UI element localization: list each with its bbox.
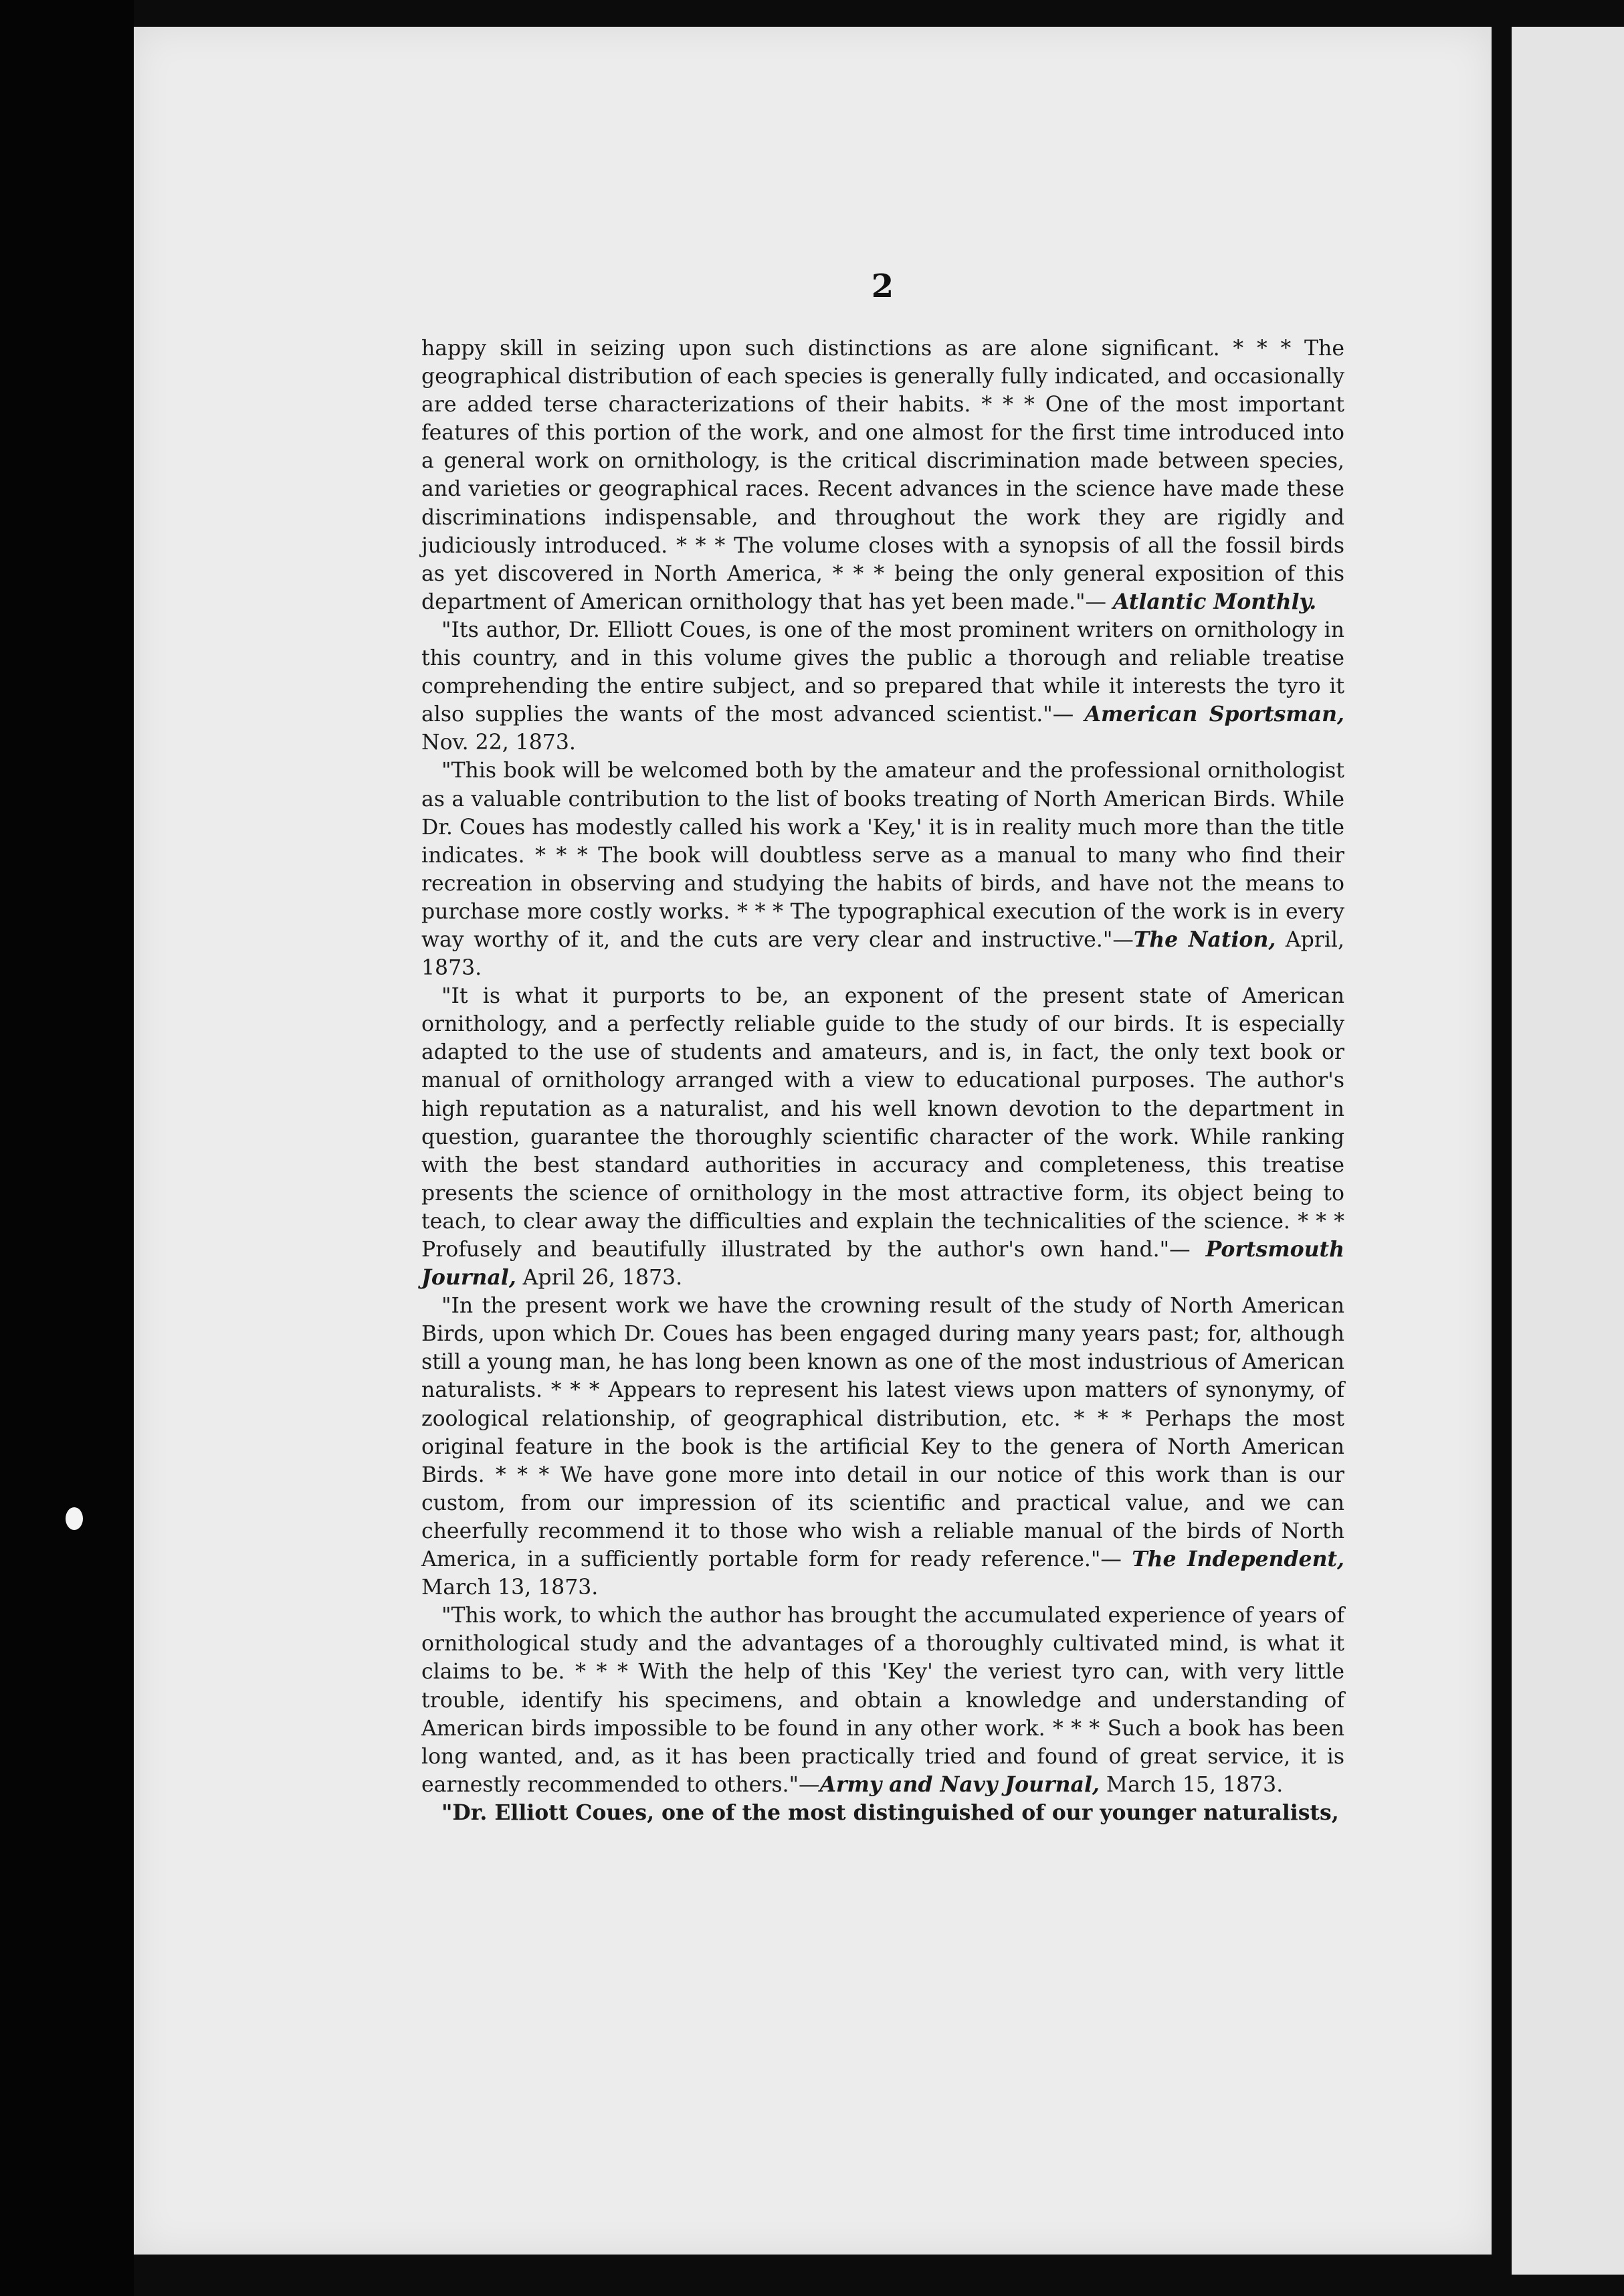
paragraph xyxy=(421,1799,1344,1827)
paragraph-text: "Dr. Elliott Coues, one of the most distinguished of our younger naturalists, xyxy=(441,1800,1339,1825)
citation-date: April, 1873. xyxy=(421,927,1345,981)
scan-left-edge xyxy=(0,0,134,2296)
adjacent-page-edge xyxy=(1512,27,1624,2275)
paragraph-text: happy skill in seizing upon such distinctions as are alone significant. * * * The geographical distribution of each species is generally fully indicated, and occasionally are added terse characterizations of their habits. * * * One of the most important features of this portion of the work, and one almost for the first time introduced into a general work on ornithology, is the critical discrimination made between species, and varieties or geographical races. Recent advances in the science have made these discriminations indispensable, and throughout the work they are rigidly and judiciously introduced. * * * The volume closes with a synopsis of all the fossil birds as yet discovered in North America, * * * being the only general exposition of this department of American ornithology that has yet been made."— xyxy=(421,337,1344,614)
paragraph-text: "In the present work we have the crowning result of the study of North American Birds, upon which Dr. Coues has been engaged during many years past; for, although still a young man, he has long been known as one of the most industrious of American naturalists. * * * Appears to represent his latest views upon matters of synonymy, of zoological relationship, of geographical distribution, etc. * * * Perhaps the most original feature in the book is the artificial Key to the genera of North American Birds. * * * We have gone more into detail in our notice of this work than is our custom, from our impression of its scientific and practical value, and we can cheerfully recommend it to those who wish a reliable manual of the birds of North America, in a sufficiently portable form for ready reference."— xyxy=(421,1294,1344,1572)
citation-source: American Sportsman, xyxy=(1084,702,1344,727)
citation-source: The Nation, xyxy=(1133,927,1276,952)
page-number: 2 xyxy=(871,268,895,305)
paragraph xyxy=(421,982,1344,1292)
citation-source: The Independent, xyxy=(1132,1547,1344,1572)
scan-speck xyxy=(66,1507,83,1530)
citation-source: Portsmouth Journal, xyxy=(421,1237,1344,1290)
paragraph xyxy=(421,1602,1344,1799)
paragraph-text: "Its author, Dr. Elliott Coues, is one of the most prominent writers on ornithology in this country, and in this volume gives the public a thorough and reliable treatise comprehending the entire subject, and so prepared that while it interests the tyro it also supplies the wants of the most advanced scientist."— xyxy=(421,617,1344,727)
paragraph xyxy=(421,616,1344,757)
paragraph-text: "This book will be welcomed both by the amateur and the professional ornithologist as a valuable contribution to the list of books treating of North American Birds. While Dr. Coues has modestly called his work a 'Key,' it is in reality much more than the title indicates. * * * The book will doubtless serve as a manual to many who find their recreation in observing and studying the habits of birds, and have not the means to purchase more costly works. * * * The typographical execution of the work is in every way worthy of it, and the cuts are very clear and instructive."— xyxy=(421,759,1344,952)
citation-date: Nov. 22, 1873. xyxy=(421,731,576,755)
citation-date: March 15, 1873. xyxy=(1099,1772,1284,1797)
paragraph-text: "It is what it purports to be, an exponent of the present state of American ornithology, and a perfectly reliable guide to the study of our birds. It is especially adapted to the use of students and amateurs, and is, in fact, the only text book or manual of ornithology arranged with a view to educational purposes. The author's high reputation as a naturalist, and his well known devotion to the department in question, guarantee the thoroughly scientific character of the work. While ranking with the best standard authorities in accuracy and completeness, this treatise presents the science of ornithology in the most attractive form, its object being to teach, to clear away the difficulties and explain the technicalities of the science. * * * Profusely and beautifully illustrated by the author's own hand."— xyxy=(421,984,1344,1262)
citation-source: Atlantic Monthly. xyxy=(1112,589,1317,614)
citation-source: Army and Navy Journal, xyxy=(819,1772,1100,1797)
citation-date: March 13, 1873. xyxy=(421,1575,599,1600)
citation-date: April 26, 1873. xyxy=(516,1266,683,1290)
paragraph-text: "This work, to which the author has brought the accumulated experience of years of ornithological study and the advantages of a thoroughly cultivated mind, is what it claims to be. * * * With the help of this 'Key' the veriest tyro can, with very little trouble, identify his specimens, and obtain a knowledge and understanding of American birds impossible to be found in any other work. * * * Such a book has been long wanted, and, as it has been practically tried and found of great service, it is earnestly recommended to others."— xyxy=(421,1604,1344,1797)
document-text xyxy=(421,334,1344,1827)
paragraph xyxy=(421,1292,1344,1602)
paragraph xyxy=(421,757,1344,982)
paragraph xyxy=(421,334,1344,616)
